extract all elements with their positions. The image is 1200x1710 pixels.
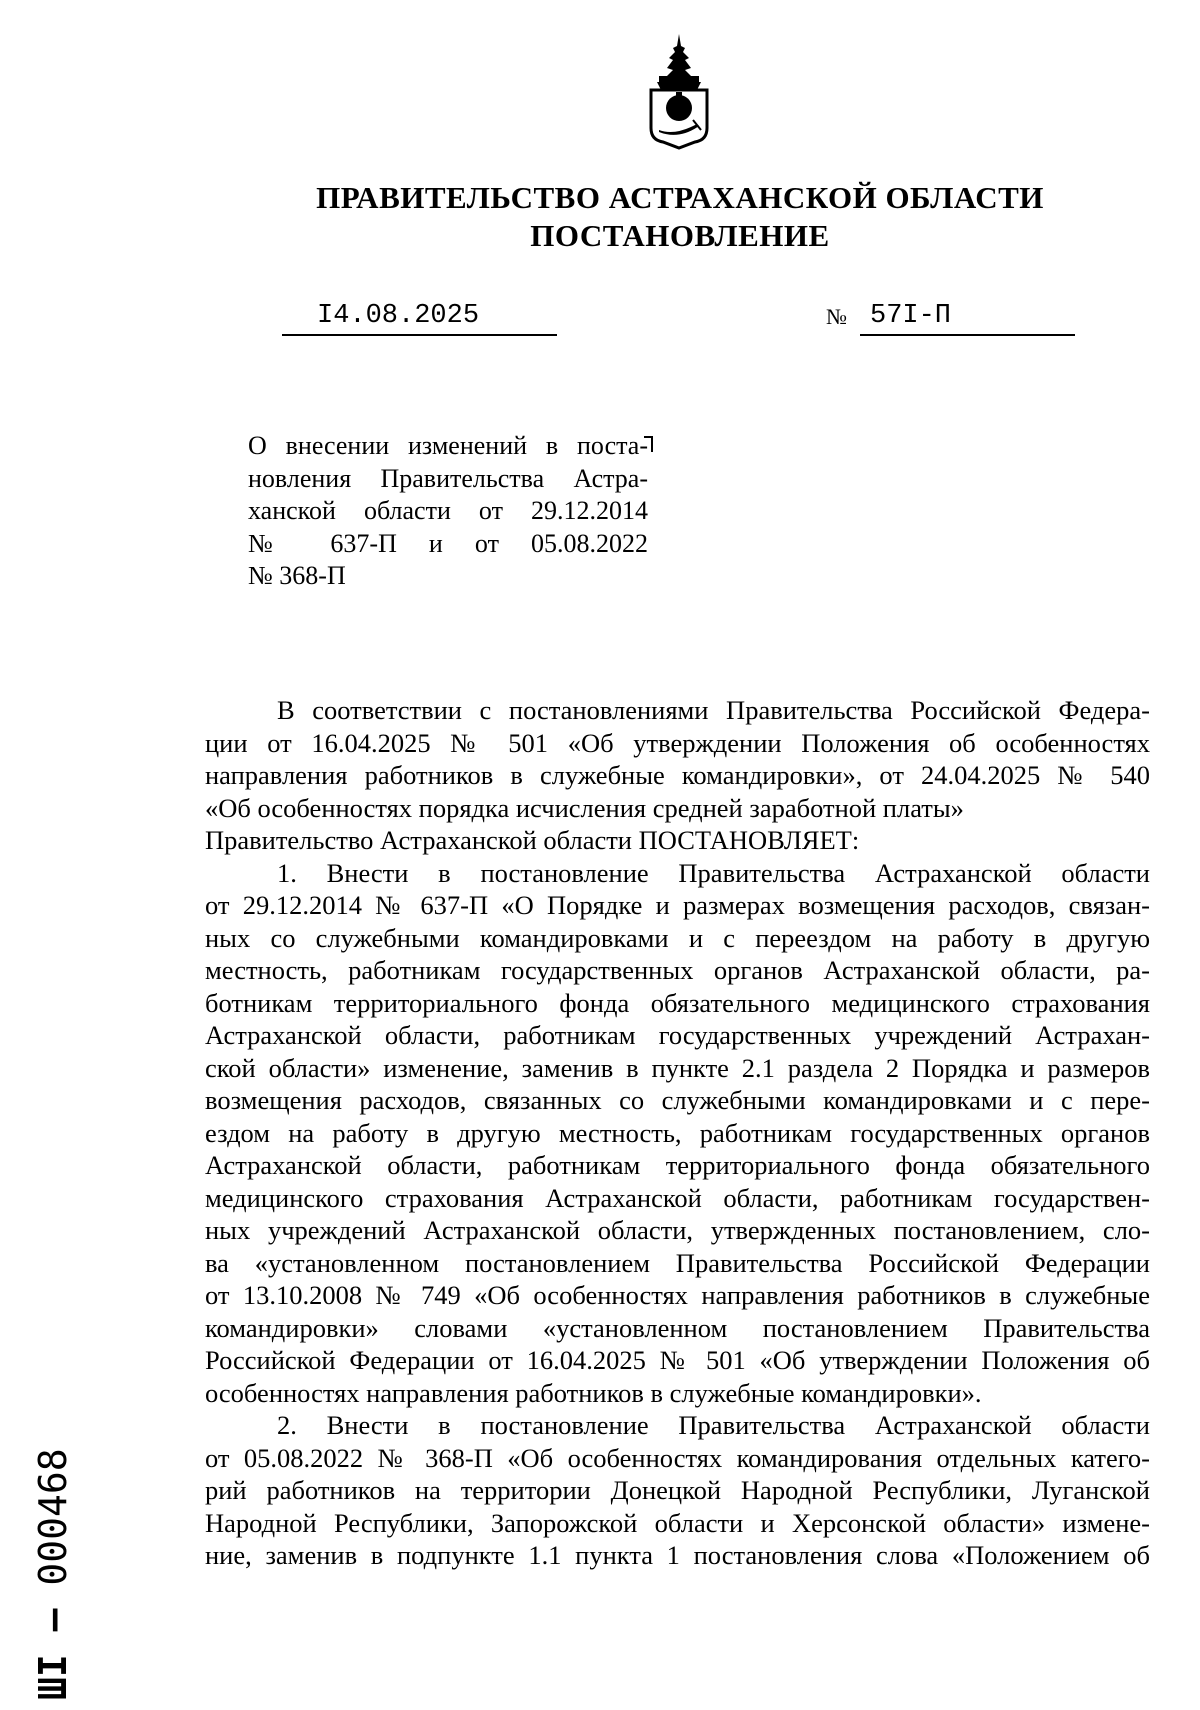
subject-line: О внесении изменений в поста- (248, 431, 648, 460)
body-line: 1. Внести в постановление Правительства Астраханской области (277, 857, 1150, 888)
body-line: направления работников в служебные командировки», от 24.04.2025 № 540 (205, 760, 1150, 790)
body-line: местность, работникам государственных органов Астраханской области, ра- (205, 955, 1150, 985)
body-line: от 29.12.2014 № 637-П «О Порядке и размерах возмещения расходов, связан- (205, 890, 1150, 920)
document-date: I4.08.2025 (282, 302, 557, 336)
organization-name: ПРАВИТЕЛЬСТВО АСТРАХАНСКОЙ ОБЛАСТИ (316, 180, 1044, 215)
body-line: 2. Внести в постановление Правительства Астраханской области (277, 1410, 1150, 1440)
subject-corner-mark (644, 436, 653, 452)
serial-stamp (28, 1390, 78, 1700)
body-line: ных со служебными командировками и с переездом на работу в другую (205, 922, 1150, 953)
serial-prefix: ШI – (31, 1608, 75, 1700)
body-line: ездом на работу в другую местность, работникам государственных органов (205, 1117, 1150, 1148)
body-line: от 13.10.2008 № 749 «Об особенностях направления работников в служебные (205, 1280, 1150, 1310)
body-line: медицинского страхования Астраханской области, работникам государствен- (205, 1182, 1150, 1213)
body-line: ва «установленном постановлением Правительства Российской Федерации (205, 1247, 1150, 1278)
coat-of-arms-icon (645, 32, 713, 150)
body-line: Народной Республики, Запорожской области и Херсонской области» измене- (205, 1507, 1150, 1538)
body-line: Правительство Астраханской области ПОСТАНОВЛЯЕТ: (205, 825, 860, 855)
subject-block (248, 430, 648, 593)
body-text (205, 694, 1150, 1572)
subject-line: новления Правительства Астра- (248, 463, 648, 493)
document-number: 57I-П (860, 302, 1075, 336)
body-line: ние, заменив в подпункте 1.1 пункта 1 постановления слова «Положением об (205, 1540, 1150, 1570)
body-line: от 05.08.2022 № 368-П «Об особенностях командирования отдельных катего- (205, 1442, 1150, 1473)
body-line: «Об особенностях порядка исчисления средней заработной платы» (205, 792, 964, 823)
body-line: ботникам территориального фонда обязательного медицинского страхования (205, 987, 1150, 1018)
body-line: Российской Федерации от 16.04.2025 № 501 «Об утверждении Положения об (205, 1345, 1150, 1375)
subject-line: ханской области от 29.12.2014 (248, 496, 648, 525)
body-line: ской области» изменение, заменив в пункте 2.1 раздела 2 Порядка и размеров (205, 1052, 1150, 1083)
serial-number: 000468 (31, 1448, 75, 1586)
body-line: ции от 16.04.2025 № 501 «Об утверждении Положения об особенностях (205, 727, 1150, 758)
body-line: рий работников на территории Донецкой Народной Республики, Луганской (205, 1475, 1150, 1505)
subject-line: № 368-П (248, 561, 346, 590)
body-line: Астраханской области, работникам государственных учреждений Астрахан- (205, 1020, 1150, 1050)
body-line: Астраханской области, работникам территориального фонда обязательного (205, 1150, 1150, 1180)
document-type: ПОСТАНОВЛЕНИЕ (530, 218, 830, 253)
body-line: командировки» словами «установленном постановлением Правительства (205, 1312, 1150, 1343)
body-line: В соответствии с постановлениями Правительства Российской Федера- (277, 695, 1150, 725)
body-line: возмещения расходов, связанных со служебными командировками и с пере- (205, 1085, 1150, 1115)
subject-line: № 637-П и от 05.08.2022 (248, 528, 648, 558)
body-line: ных учреждений Астраханской области, утвержденных постановлением, сло- (205, 1215, 1150, 1245)
body-line: особенностях направления работников в служебные командировки». (205, 1377, 982, 1408)
number-prefix: № (826, 304, 847, 329)
